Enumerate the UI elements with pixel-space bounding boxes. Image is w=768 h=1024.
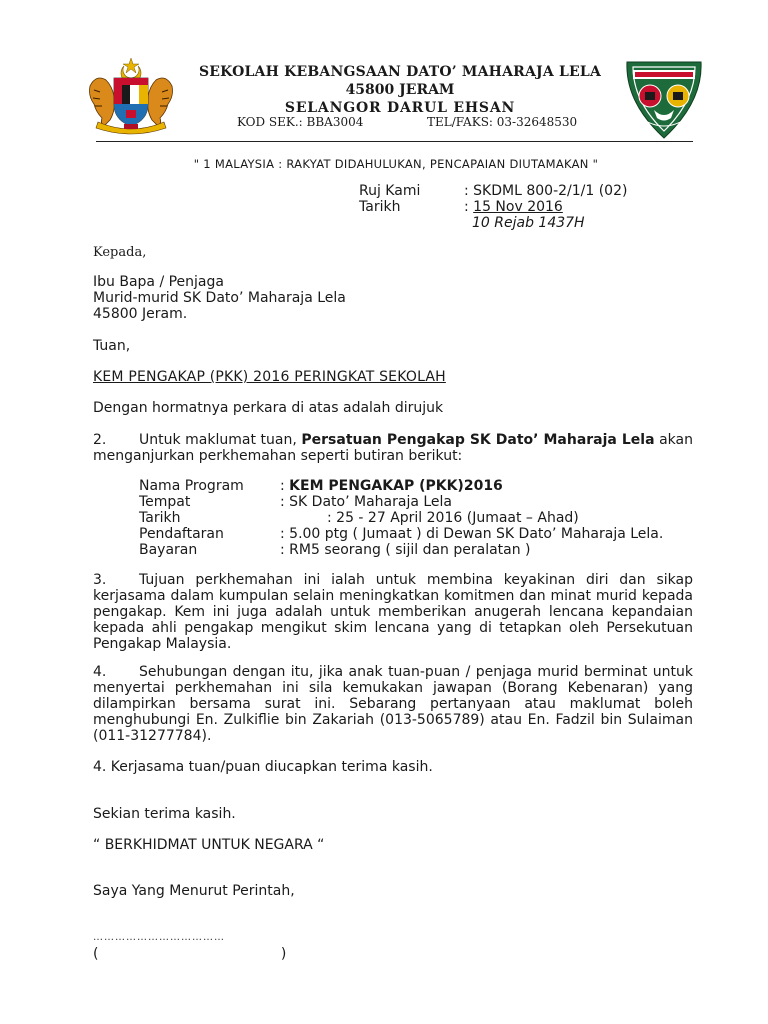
- salutation: Tuan,: [93, 338, 131, 354]
- detail-value: : RM5 seorang ( sijil dan peralatan ): [280, 542, 531, 558]
- organiser-name: Persatuan Pengakap SK Dato’ Maharaja Lela: [301, 432, 655, 448]
- school-contact-line: [237, 115, 578, 129]
- kepada-label: Kepada,: [93, 245, 147, 260]
- date-value-wrap: [464, 199, 563, 215]
- tel-fax: TEL/FAKS: 03-32648530: [427, 115, 578, 129]
- paragraph-5: 4. Kerjasama tuan/puan diucapkan terima kasih.: [93, 759, 433, 775]
- school-letterhead: [180, 64, 620, 117]
- motto: " 1 MALAYSIA : RAKYAT DIDAHULUKAN, PENCAPAIAN DIUTAMAKAN ": [193, 157, 599, 171]
- paragraph-number: 3.: [93, 572, 107, 588]
- school-state: SELANGOR DARUL EHSAN: [284, 100, 516, 116]
- paragraph-text: Untuk maklumat tuan,: [139, 432, 302, 448]
- detail-label: Tarikh: [139, 510, 181, 526]
- school-name: SEKOLAH KEBANGSAAN DATO’ MAHARAJA LELA: [198, 64, 602, 80]
- detail-label: Nama Program: [139, 478, 244, 494]
- date-colon: :: [464, 199, 474, 215]
- header-divider: [96, 141, 693, 142]
- school-crest-icon: [621, 58, 707, 140]
- paragraph-4: [93, 664, 693, 744]
- detail-label: Pendaftaran: [139, 526, 224, 542]
- national-coat-of-arms-icon: [84, 56, 178, 136]
- school-code: KOD SEK.: BBA3004: [237, 115, 364, 129]
- ref-label: Ruj Kami: [359, 183, 421, 199]
- detail-label: Bayaran: [139, 542, 198, 558]
- intro-line: Dengan hormatnya perkara di atas adalah dirujuk: [93, 400, 444, 416]
- signoff: Saya Yang Menurut Perintah,: [93, 883, 295, 899]
- detail-value: : 25 - 27 April 2016 (Jumaat – Ahad): [327, 510, 579, 526]
- paragraph-2: [93, 432, 693, 464]
- letter-subject: KEM PENGAKAP (PKK) 2016 PERINGKAT SEKOLAH: [93, 369, 446, 385]
- date-value: 15 Nov 2016: [473, 199, 563, 215]
- recipient-block: [93, 274, 346, 322]
- detail-value-wrap: [280, 478, 503, 494]
- hijri-date: 10 Rejab 1437H: [472, 215, 585, 231]
- ref-value: : SKDML 800-2/1/1 (02): [464, 183, 628, 199]
- signature-name: ( ): [93, 946, 287, 962]
- recipient-line: 45800 Jeram.: [93, 306, 188, 322]
- recipient-line: Murid-murid SK Dato’ Maharaja Lela: [93, 290, 346, 306]
- paragraph-text: akan menganjurkan perkhemahan seperti butiran berikut:: [93, 432, 693, 464]
- paragraph-text: Sehubungan dengan itu, jika anak tuan-puan / penjaga murid berminat untuk menyertai perkhemahan ini sila kemukakan jawapan (Borang Kebenaran) yang dilampirkan bersama surat ini. Sebarang pertanyaan atau maklumat boleh menghubungi En. Zulkiflie bin Zakariah (013-5065789) atau En. Fadzil bin Sulaiman (011-31277784).: [93, 664, 693, 744]
- detail-value: : 5.00 ptg ( Jumaat ) di Dewan SK Dato’ Maharaja Lela.: [280, 526, 664, 542]
- paragraph-number: 4.: [93, 664, 107, 680]
- detail-colon: :: [280, 478, 290, 494]
- recipient-line: Ibu Bapa / Penjaga: [93, 274, 224, 290]
- closing-line: Sekian terima kasih.: [93, 806, 236, 822]
- signature-line: ………………………………: [93, 932, 225, 943]
- paragraph-text: Tujuan perkhemahan ini ialah untuk membina keyakinan diri dan sikap kerjasama dalam kumpulan selain meningkatkan komitmen dan minat murid kepada pengakap. Kem ini juga adalah untuk memberikan anugerah lencana kepandaian kepada ahli pengakap mengikut skim lencana yang di tetapkan oleh Persekutuan Pengakap Malaysia.: [93, 572, 693, 652]
- date-label: Tarikh: [359, 199, 401, 215]
- paragraph-3: [93, 572, 693, 652]
- paragraph-number: 2.: [93, 432, 107, 448]
- detail-value: : SK Dato’ Maharaja Lela: [280, 494, 452, 510]
- school-town: 45800 JERAM: [345, 82, 455, 98]
- detail-value: KEM PENGAKAP (PKK)2016: [289, 478, 503, 494]
- slogan: “ BERKHIDMAT UNTUK NEGARA “: [93, 837, 325, 853]
- detail-label: Tempat: [139, 494, 191, 510]
